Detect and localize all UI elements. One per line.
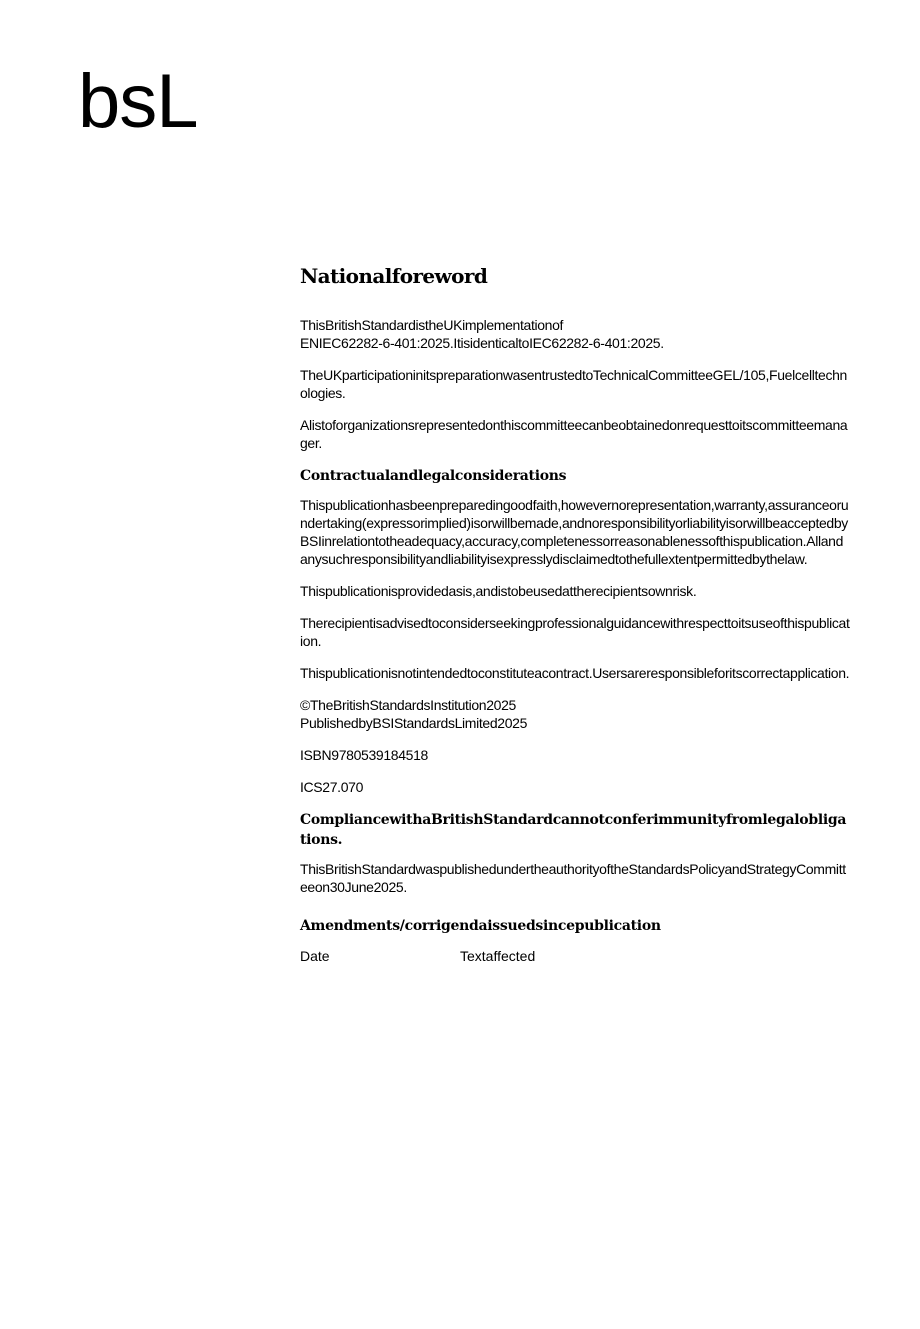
amendments-heading: Amendments/corrigendaissuedsincepublication — [300, 918, 661, 934]
date-column-header: Date — [300, 948, 330, 964]
disclaimer-paragraph: Thispublicationhasbeenpreparedingoodfaith,howevernorepresentation,warranty,assuranceorundertaking(expressorimplied)isorwillbemade,andnoresponsibilityorliabilityisorwillbeacceptedbyBSIinrelationtotheadequacy,accuracy,completenessorreasonablenessofthispublication.Allandanysuchresponsibilityandliabilityisexpresslydisclaimedtothefullextentpermittedbythelaw. — [300, 497, 849, 567]
copyright-block — [300, 696, 850, 732]
bsi-logo: bsL — [78, 59, 198, 144]
intro-paragraph — [300, 316, 850, 352]
compliance-heading: CompliancewithaBritishStandardcannotconferimmunityfromlegalobligations. — [300, 812, 847, 848]
publisher-line: PublishedbyBSIStandardsLimited2025 — [300, 715, 528, 731]
isbn: ISBN9780539184518 — [300, 747, 428, 763]
intro-line-2: ENIEC62282-6-401:2025.ItisidenticaltoIEC62282-6-401:2025. — [300, 335, 664, 351]
amendments-table — [300, 948, 850, 964]
page-title: Nationalforeword — [300, 264, 488, 288]
contractual-heading: Contractualandlegalconsiderations — [300, 468, 567, 484]
contract-paragraph: Thispublicationisnotintendedtoconstituteacontract.Usersareresponsibleforitscorrectapplication. — [300, 665, 850, 681]
participation-paragraph: TheUKparticipationinitspreparationwasentrustedtoTechnicalCommitteeGEL/105,Fuelcelltechnologies. — [300, 367, 847, 401]
provided-as-is-paragraph: Thispublicationisprovidedasis,andistobeusedattherecipientsownrisk. — [300, 583, 697, 599]
guidance-paragraph: Therecipientisadvisedtoconsiderseekingprofessionalguidancewithrespecttoitsuseofthispublication. — [300, 615, 850, 649]
text-affected-column-header: Textaffected — [460, 948, 536, 964]
national-foreword — [300, 264, 850, 964]
intro-line-1: ThisBritishStandardistheUKimplementationof — [300, 317, 564, 333]
copyright-line: ©TheBritishStandardsInstitution2025 — [300, 697, 516, 713]
compliance-paragraph: ThisBritishStandardwaspublishedundertheauthorityoftheStandardsPolicyandStrategyCommitteeon30June2025. — [300, 861, 846, 895]
ics: ICS27.070 — [300, 779, 364, 795]
organizations-paragraph: Alistoforganizationsrepresentedonthiscommitteecanbeobtainedonrequesttoitscommitteemanager. — [300, 417, 848, 451]
